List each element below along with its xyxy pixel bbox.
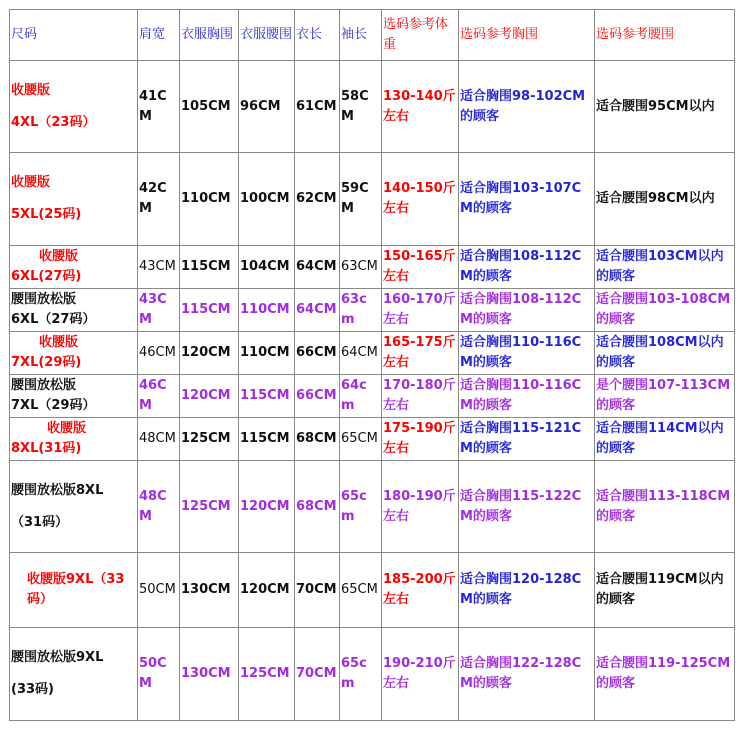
size-cell <box>10 553 138 628</box>
header-shoulder: 肩宽 <box>138 10 180 61</box>
sleeve-cell: 65CM <box>340 418 382 461</box>
table-row <box>10 553 735 628</box>
weight-cell: 170-180斤左右 <box>382 375 459 418</box>
waist-cell: 125CM <box>239 628 295 721</box>
table-row <box>10 375 735 418</box>
waist-cell: 110CM <box>239 332 295 375</box>
size-style: 腰围放松版9XL <box>11 650 104 665</box>
length-cell: 62CM <box>295 153 340 246</box>
length-cell: 61CM <box>295 61 340 153</box>
shoulder-cell: 48CM <box>138 418 180 461</box>
size-label: （31码） <box>11 514 69 530</box>
bust-cell: 130CM <box>180 553 239 628</box>
bust-cell: 120CM <box>180 375 239 418</box>
header-garment-bust: 衣服胸围 <box>180 10 239 61</box>
size-cell <box>10 375 138 418</box>
sleeve-cell: 64cm <box>340 375 382 418</box>
size-style: 收腰版 <box>11 82 51 98</box>
ref-waist-cell: 适合腰围108CM以内的顾客 <box>595 332 735 375</box>
sleeve-cell: 59CM <box>340 153 382 246</box>
header-ref-bust: 选码参考胸围 <box>459 10 595 61</box>
ref-bust-cell: 适合胸围108-112CM的顾客 <box>459 289 595 332</box>
bust-cell: 110CM <box>180 153 239 246</box>
shoulder-cell: 50CM <box>138 553 180 628</box>
size-cell <box>10 289 138 332</box>
shoulder-cell: 42CM <box>138 153 180 246</box>
table-row <box>10 61 735 153</box>
sleeve-cell: 58CM <box>340 61 382 153</box>
bust-cell: 125CM <box>180 418 239 461</box>
size-chart-table <box>9 9 735 721</box>
table-row <box>10 289 735 332</box>
header-ref-weight: 选码参考体重 <box>382 10 459 61</box>
waist-cell: 120CM <box>239 553 295 628</box>
size-style: 收腰版 <box>39 335 79 350</box>
sleeve-cell: 63CM <box>340 246 382 289</box>
waist-cell: 115CM <box>239 375 295 418</box>
ref-waist-cell: 适合腰围98CM以内 <box>595 153 735 246</box>
size-style: 腰围放松版8XL <box>11 482 104 498</box>
bust-cell: 105CM <box>180 61 239 153</box>
ref-waist-cell: 适合腰围119CM以内的顾客 <box>595 553 735 628</box>
size-style: 收腰版 <box>11 175 51 190</box>
ref-bust-cell: 适合胸围110-116CM的顾客 <box>459 375 595 418</box>
ref-bust-cell: 适合胸围120-128CM的顾客 <box>459 553 595 628</box>
weight-cell: 175-190斤左右 <box>382 418 459 461</box>
header-sleeve: 袖长 <box>340 10 382 61</box>
weight-cell: 165-175斤左右 <box>382 332 459 375</box>
shoulder-cell: 48CM <box>138 461 180 553</box>
size-cell <box>10 246 138 289</box>
weight-cell: 185-200斤左右 <box>382 553 459 628</box>
waist-cell: 110CM <box>239 289 295 332</box>
size-style: 收腰版9XL（33码） <box>27 572 125 607</box>
ref-waist-cell: 适合腰围95CM以内 <box>595 61 735 153</box>
size-label: 5XL(25码) <box>11 207 82 222</box>
header-garment-waist: 衣服腰围 <box>239 10 295 61</box>
length-cell: 64CM <box>295 289 340 332</box>
sleeve-cell: 65CM <box>340 553 382 628</box>
size-cell <box>10 61 138 153</box>
shoulder-cell: 43CM <box>138 289 180 332</box>
sleeve-cell: 65cm <box>340 461 382 553</box>
bust-cell: 115CM <box>180 289 239 332</box>
size-style: 收腰版 <box>39 249 79 264</box>
waist-cell: 115CM <box>239 418 295 461</box>
weight-cell: 190-210斤左右 <box>382 628 459 721</box>
length-cell: 68CM <box>295 418 340 461</box>
waist-cell: 120CM <box>239 461 295 553</box>
sleeve-cell: 63cm <box>340 289 382 332</box>
waist-cell: 100CM <box>239 153 295 246</box>
sleeve-cell: 64CM <box>340 332 382 375</box>
weight-cell: 180-190斤左右 <box>382 461 459 553</box>
ref-waist-cell: 适合腰围119-125CM的顾客 <box>595 628 735 721</box>
size-label: 7XL(29码) <box>11 355 82 370</box>
ref-bust-cell: 适合胸围115-122CM的顾客 <box>459 461 595 553</box>
ref-waist-cell: 适合腰围114CM以内的顾客 <box>595 418 735 461</box>
weight-cell: 150-165斤左右 <box>382 246 459 289</box>
size-label: 7XL（29码） <box>11 398 96 413</box>
header-length: 衣长 <box>295 10 340 61</box>
waist-cell: 104CM <box>239 246 295 289</box>
length-cell: 70CM <box>295 628 340 721</box>
header-size: 尺码 <box>10 10 138 61</box>
ref-bust-cell: 适合胸围98-102CM的顾客 <box>459 61 595 153</box>
ref-waist-cell: 适合腰围103-108CM的顾客 <box>595 289 735 332</box>
ref-bust-cell: 适合胸围103-107CM的顾客 <box>459 153 595 246</box>
bust-cell: 125CM <box>180 461 239 553</box>
size-cell <box>10 628 138 721</box>
table-row <box>10 418 735 461</box>
size-cell <box>10 461 138 553</box>
shoulder-cell: 43CM <box>138 246 180 289</box>
ref-waist-cell: 适合腰围113-118CM的顾客 <box>595 461 735 553</box>
bust-cell: 130CM <box>180 628 239 721</box>
table-row <box>10 461 735 553</box>
table-row <box>10 153 735 246</box>
shoulder-cell: 41CM <box>138 61 180 153</box>
ref-bust-cell: 适合胸围108-112CM的顾客 <box>459 246 595 289</box>
size-label: (33码) <box>11 682 54 697</box>
size-cell <box>10 418 138 461</box>
shoulder-cell: 50CM <box>138 628 180 721</box>
header-ref-waist: 选码参考腰围 <box>595 10 735 61</box>
size-label: 6XL（27码） <box>11 312 96 327</box>
size-label: 4XL（23码） <box>11 114 96 130</box>
size-style: 腰围放松版 <box>11 292 77 307</box>
ref-waist-cell: 适合腰围103CM以内的顾客 <box>595 246 735 289</box>
length-cell: 66CM <box>295 375 340 418</box>
size-label: 8XL(31码) <box>11 441 82 456</box>
shoulder-cell: 46CM <box>138 332 180 375</box>
shoulder-cell: 46CM <box>138 375 180 418</box>
weight-cell: 130-140斤左右 <box>382 61 459 153</box>
size-cell <box>10 332 138 375</box>
table-row <box>10 246 735 289</box>
bust-cell: 115CM <box>180 246 239 289</box>
weight-cell: 140-150斤左右 <box>382 153 459 246</box>
size-label: 6XL(27码) <box>11 269 82 284</box>
table-row <box>10 332 735 375</box>
length-cell: 66CM <box>295 332 340 375</box>
weight-cell: 160-170斤左右 <box>382 289 459 332</box>
length-cell: 70CM <box>295 553 340 628</box>
sleeve-cell: 65cm <box>340 628 382 721</box>
table-row <box>10 628 735 721</box>
length-cell: 68CM <box>295 461 340 553</box>
size-cell <box>10 153 138 246</box>
ref-bust-cell: 适合胸围122-128CM的顾客 <box>459 628 595 721</box>
size-style: 腰围放松版 <box>11 378 77 393</box>
ref-bust-cell: 适合胸围110-116CM的顾客 <box>459 332 595 375</box>
ref-waist-cell: 是个腰围107-113CM的顾客 <box>595 375 735 418</box>
length-cell: 64CM <box>295 246 340 289</box>
waist-cell: 96CM <box>239 61 295 153</box>
header-row <box>10 10 735 61</box>
size-style: 收腰版 <box>47 421 87 436</box>
bust-cell: 120CM <box>180 332 239 375</box>
ref-bust-cell: 适合胸围115-121CM的顾客 <box>459 418 595 461</box>
